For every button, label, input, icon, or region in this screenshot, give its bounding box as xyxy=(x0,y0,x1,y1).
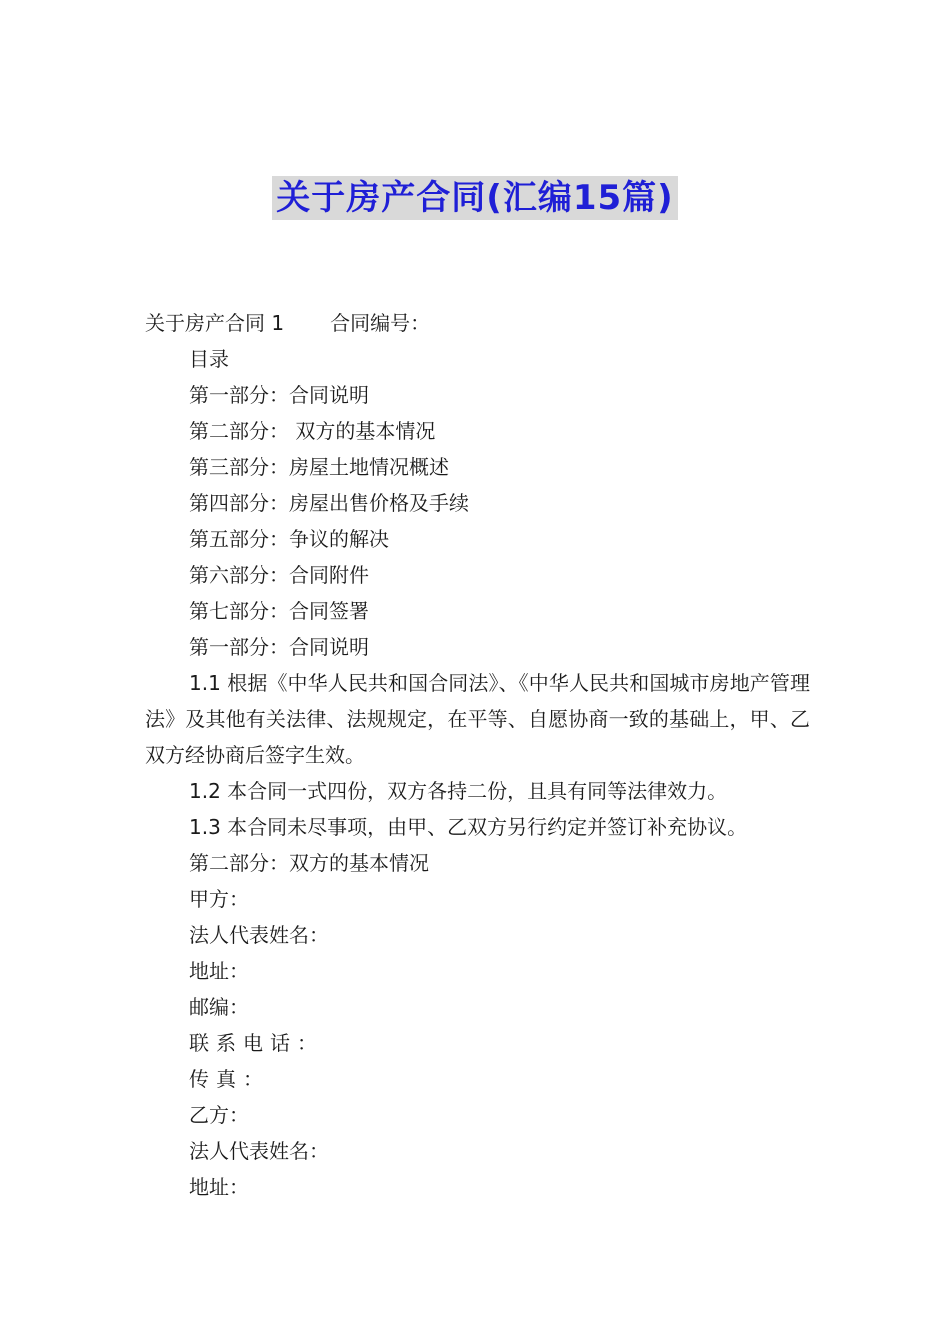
contract-heading: 关于房产合同 1 xyxy=(145,311,285,335)
document-body xyxy=(145,305,810,1205)
party-a-phone: 联系电话： xyxy=(189,1031,324,1055)
contract-number-label: 合同编号： xyxy=(330,311,431,335)
party-b-representative: 法人代表姓名： xyxy=(189,1139,329,1163)
clause-1-3: 1.3 本合同未尽事项，由甲、乙双方另行约定并签订补充协议。 xyxy=(189,815,748,839)
party-a-fax: 传真： xyxy=(189,1067,270,1091)
party-a-postcode: 邮编： xyxy=(189,995,249,1019)
party-a-address: 地址： xyxy=(189,959,249,983)
section-2-title: 第二部分：双方的基本情况 xyxy=(189,851,429,875)
toc-item: 第七部分：合同签署 xyxy=(189,599,369,623)
toc-item: 第六部分：合同附件 xyxy=(189,563,369,587)
title-container xyxy=(0,176,950,220)
toc-item: 第一部分：合同说明 xyxy=(189,383,369,407)
toc-item: 第四部分：房屋出售价格及手续 xyxy=(189,491,469,515)
document-title: 关于房产合同(汇编15篇) xyxy=(272,176,677,220)
heading-line xyxy=(145,305,810,341)
party-b-address: 地址： xyxy=(189,1175,249,1199)
clause-1-1: 1.1 根据《中华人民共和国合同法》、《中华人民共和国城市房地产管理法》及其他有关法律、法规规定，在平等、自愿协商一致的基础上，甲、乙双方经协商后签字生效。 xyxy=(145,671,810,767)
section-1-title: 第一部分：合同说明 xyxy=(189,635,369,659)
party-a-label: 甲方： xyxy=(189,887,249,911)
clause-1-2: 1.2 本合同一式四份，双方各持二份，且具有同等法律效力。 xyxy=(189,779,728,803)
party-a-representative: 法人代表姓名： xyxy=(189,923,329,947)
party-b-label: 乙方： xyxy=(189,1103,249,1127)
toc-item: 第三部分：房屋土地情况概述 xyxy=(189,455,449,479)
toc-item: 第五部分：争议的解决 xyxy=(189,527,389,551)
toc-item: 第二部分： 双方的基本情况 xyxy=(189,419,436,443)
toc-label: 目录 xyxy=(189,347,229,371)
